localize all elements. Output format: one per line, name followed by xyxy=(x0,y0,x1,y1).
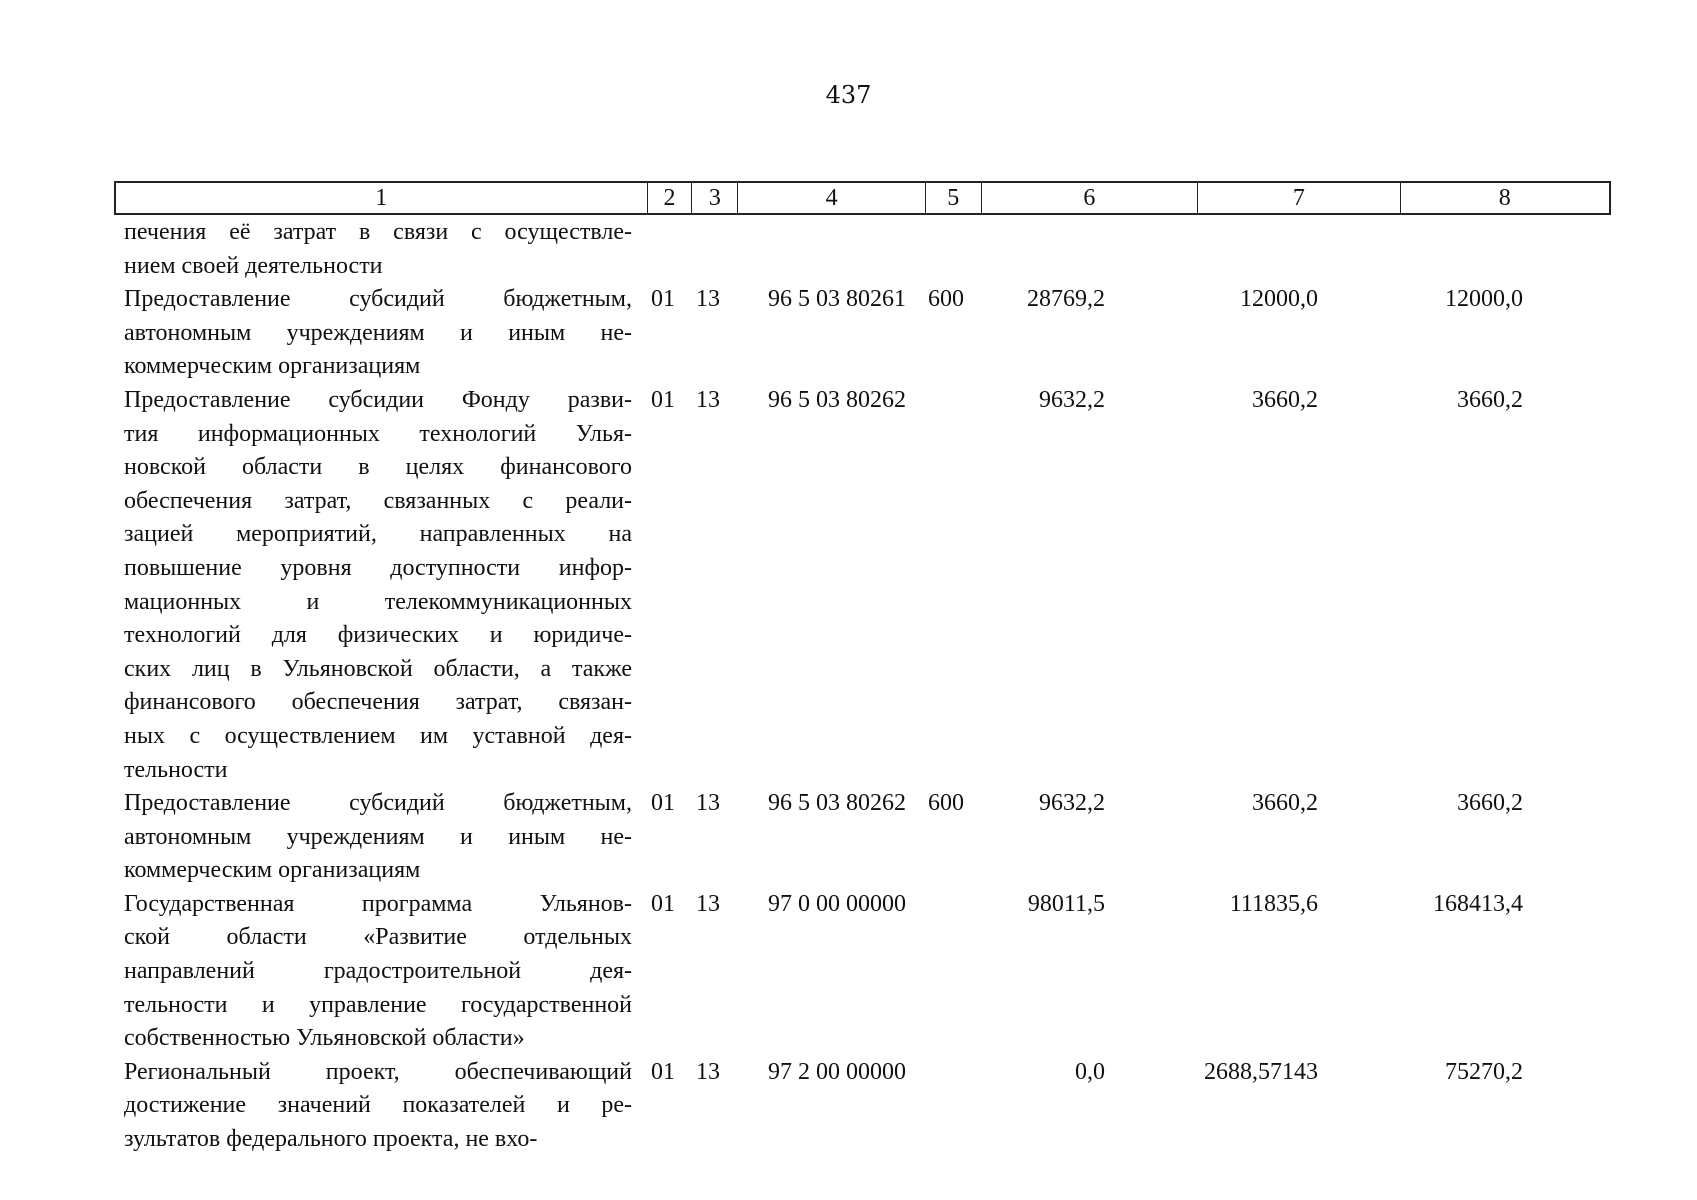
description-line: автономным учреждениям и иным не- xyxy=(124,823,632,850)
subsection-code: 13 xyxy=(696,890,720,917)
expense-type-code: 600 xyxy=(928,790,964,817)
description-line: печения её затрат в связи с осуществле- xyxy=(124,219,632,245)
header-cell: 7 xyxy=(1197,183,1399,213)
amount-year-1: 0,0 xyxy=(1075,1058,1105,1085)
header-cell: 5 xyxy=(925,183,981,213)
header-cell: 4 xyxy=(737,183,925,213)
header-cell: 3 xyxy=(691,183,737,213)
page-number: 437 xyxy=(825,81,872,109)
section-code: 01 xyxy=(651,890,675,917)
row-description xyxy=(124,1056,632,1157)
description-line: направлений градостроительной дея- xyxy=(124,958,632,985)
description-line: ных с осуществлением им уставной дея- xyxy=(124,722,632,749)
table-body xyxy=(124,216,1604,1157)
table-row xyxy=(124,1056,1604,1157)
subsection-code: 13 xyxy=(696,386,720,413)
description-line: Предоставление субсидий бюджетным, xyxy=(124,790,632,817)
subsection-code: 13 xyxy=(696,790,720,817)
target-article-code: 96 5 03 80262 xyxy=(768,386,906,413)
description-line: собственностью Ульяновской области» xyxy=(124,1025,525,1052)
header-cell: 1 xyxy=(375,185,388,211)
header-cell: 6 xyxy=(981,183,1197,213)
description-line: ских лиц в Ульяновской области, а также xyxy=(124,655,632,682)
header-cell: 8 xyxy=(1400,183,1609,213)
target-article-code: 96 5 03 80262 xyxy=(768,790,906,817)
table-row xyxy=(124,283,1604,384)
amount-year-3: 168413,4 xyxy=(1433,890,1523,917)
description-line: технологий для физических и юридиче- xyxy=(124,622,632,649)
expense-type-code: 600 xyxy=(928,286,964,313)
section-code: 01 xyxy=(651,790,675,817)
amount-year-2: 3660,2 xyxy=(1252,790,1318,817)
amount-year-2: 2688,57143 xyxy=(1204,1058,1318,1085)
amount-year-2: 3660,2 xyxy=(1252,386,1318,413)
subsection-code: 13 xyxy=(696,1058,720,1085)
description-line: Предоставление субсидии Фонду разви- xyxy=(124,386,632,413)
row-description xyxy=(124,216,632,283)
amount-year-1: 9632,2 xyxy=(1039,790,1105,817)
row-description xyxy=(124,787,632,888)
description-line: Региональный проект, обеспечивающий xyxy=(124,1058,632,1085)
description-line: ской области «Развитие отдельных xyxy=(124,924,632,951)
description-line: коммерческим организациям xyxy=(124,857,421,884)
description-line: зацией мероприятий, направленных на xyxy=(124,521,632,548)
amount-year-2: 111835,6 xyxy=(1229,890,1318,917)
row-description xyxy=(124,384,632,787)
description-line: повышение уровня доступности инфор- xyxy=(124,554,632,581)
description-line: Предоставление субсидий бюджетным, xyxy=(124,286,632,313)
section-code: 01 xyxy=(651,386,675,413)
amount-year-1: 98011,5 xyxy=(1027,890,1105,917)
description-line: мационных и телекоммуникационных xyxy=(124,588,632,615)
table-row xyxy=(124,216,1604,283)
description-line: тельности и управление государственной xyxy=(124,991,632,1018)
table-row xyxy=(124,384,1604,787)
description-line: достижение значений показателей и ре- xyxy=(124,1092,632,1119)
description-line: тия информационных технологий Улья- xyxy=(124,420,632,447)
description-line: новской области в целях финансового xyxy=(124,454,632,481)
description-line: нием своей деятельности xyxy=(124,252,383,279)
description-line: зультатов федерального проекта, не вхо- xyxy=(124,1126,538,1153)
amount-year-3: 3660,2 xyxy=(1457,790,1523,817)
description-line: тельности xyxy=(124,756,228,783)
row-description xyxy=(124,283,632,384)
amount-year-3: 3660,2 xyxy=(1457,386,1523,413)
table-header xyxy=(114,181,1611,215)
amount-year-3: 75270,2 xyxy=(1445,1058,1523,1085)
description-line: финансового обеспечения затрат, связан- xyxy=(124,689,632,716)
header-cell: 2 xyxy=(647,183,692,213)
section-code: 01 xyxy=(651,1058,675,1085)
amount-year-1: 9632,2 xyxy=(1039,386,1105,413)
description-line: обеспечения затрат, связанных с реали- xyxy=(124,487,632,514)
target-article-code: 97 2 00 00000 xyxy=(768,1058,906,1085)
section-code: 01 xyxy=(651,286,675,313)
target-article-code: 96 5 03 80261 xyxy=(768,286,906,313)
table-row xyxy=(124,787,1604,888)
target-article-code: 97 0 00 00000 xyxy=(768,890,906,917)
description-line: автономным учреждениям и иным не- xyxy=(124,319,632,346)
row-description xyxy=(124,888,632,1056)
table-row xyxy=(124,888,1604,1056)
amount-year-3: 12000,0 xyxy=(1445,286,1523,313)
amount-year-1: 28769,2 xyxy=(1027,286,1105,313)
description-line: Государственная программа Ульянов- xyxy=(124,890,632,917)
amount-year-2: 12000,0 xyxy=(1240,286,1318,313)
description-line: коммерческим организациям xyxy=(124,353,421,380)
subsection-code: 13 xyxy=(696,286,720,313)
